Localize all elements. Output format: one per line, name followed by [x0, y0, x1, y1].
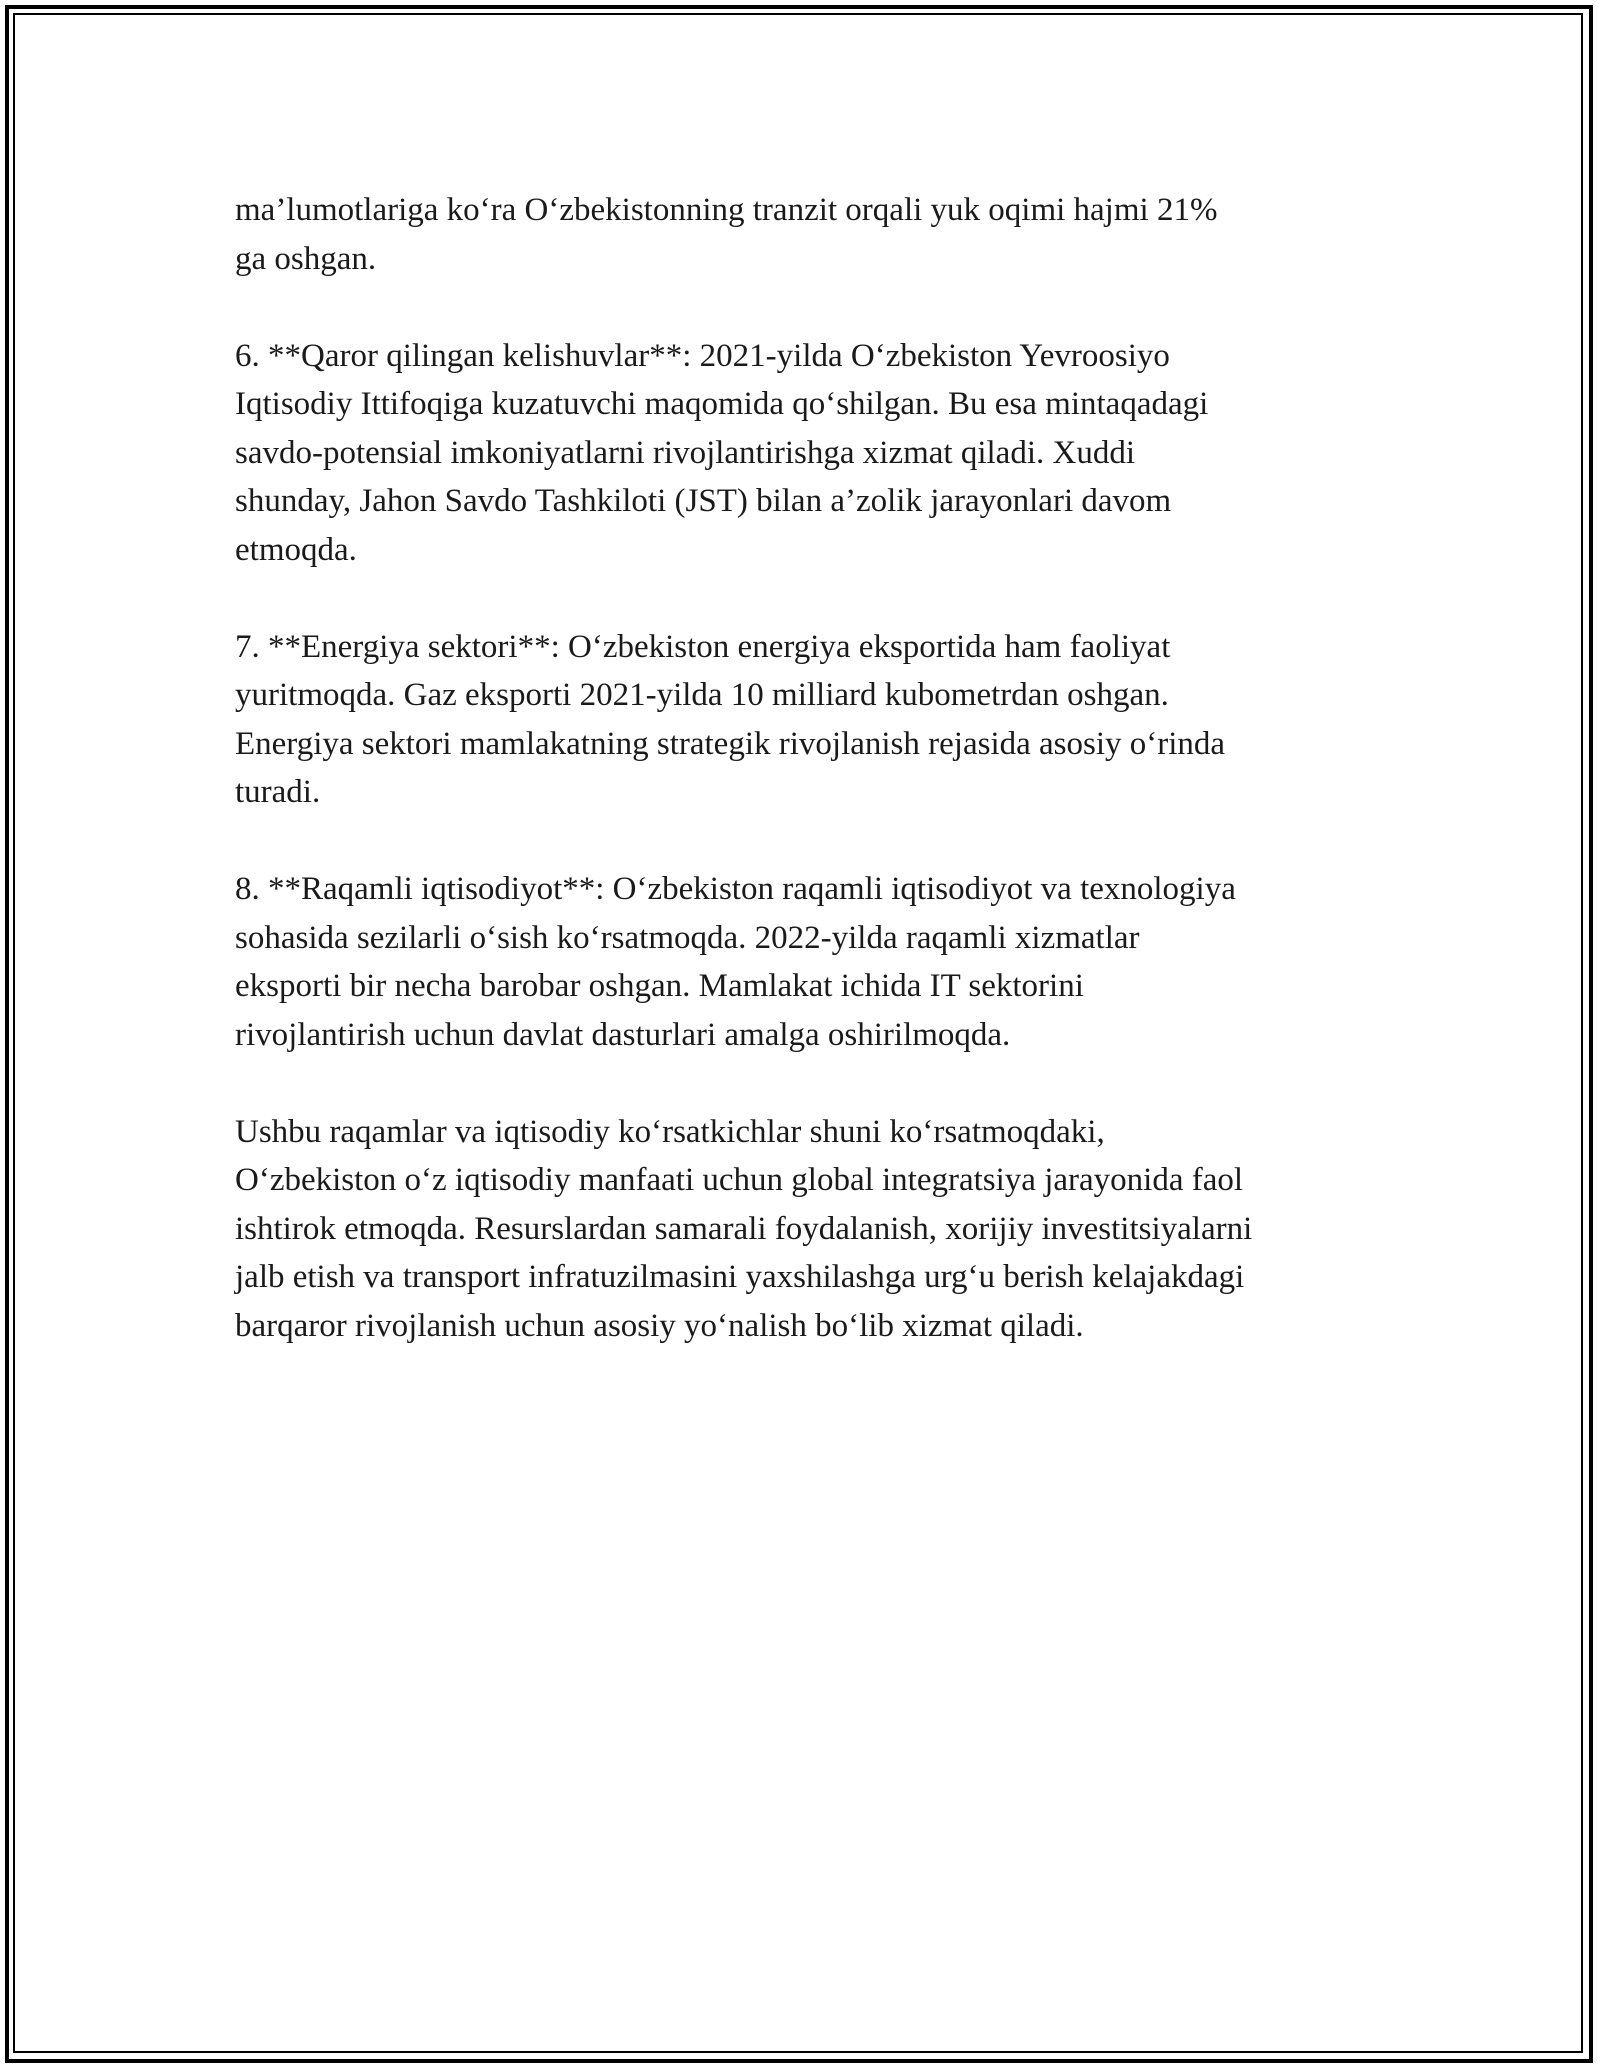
paragraph-energy-sector: 7. **Energiya sektori**: Oʻzbekiston energiya eksportida ham faoliyat yuritmoqda. Gaz eksporti 2021-yilda 10 milliard kubometrdan oshgan. Energiya sektori mamlakatning strategik rivojlanish rejasida asosiy oʻrinda turadi.	[235, 628, 1226, 810]
document-body	[235, 186, 1375, 1399]
paragraph-digital-economy: 8. **Raqamli iqtisodiyot**: Oʻzbekiston raqamli iqtisodiyot va texnologiya sohasida sezilarli oʻsish koʻrsatmoqda. 2022-yilda raqamli xizmatlar eksporti bir necha barobar oshgan. Mamlakat ichida IT sektorini rivojlantirish uchun davlat dasturlari amalga oshirilmoqda.	[235, 871, 1236, 1053]
paragraph-conclusion: Ushbu raqamlar va iqtisodiy koʻrsatkichlar shuni koʻrsatmoqdaki, Oʻzbekiston oʻz iqtisodiy manfaati uchun global integratsiya jarayonida faol ishtirok etmoqda. Resurslardan samarali foydalanish, xorijiy investitsiyalarni jalb etish va transport infratuzilmasini yaxshilashga urgʻu berish kelajakdagi barqaror rivojlanish uchun asosiy yoʻnalish boʻlib xizmat qiladi.	[235, 1113, 1253, 1344]
paragraph-transit-cargo: ma’lumotlariga koʻra Oʻzbekistonning tranzit orqali yuk oqimi hajmi 21% ga oshgan.	[235, 192, 1218, 277]
paragraph-agreements: 6. **Qaror qilingan kelishuvlar**: 2021-yilda Oʻzbekiston Yevroosiyo Iqtisodiy Ittifoqiga kuzatuvchi maqomida qoʻshilgan. Bu esa mintaqadagi savdo-potensial imkoniyatlarni rivojlantirishga xizmat qiladi. Xuddi shunday, Jahon Savdo Tashkiloti (JST) bilan a’zolik jarayonlari davom etmoqda.	[235, 337, 1209, 568]
